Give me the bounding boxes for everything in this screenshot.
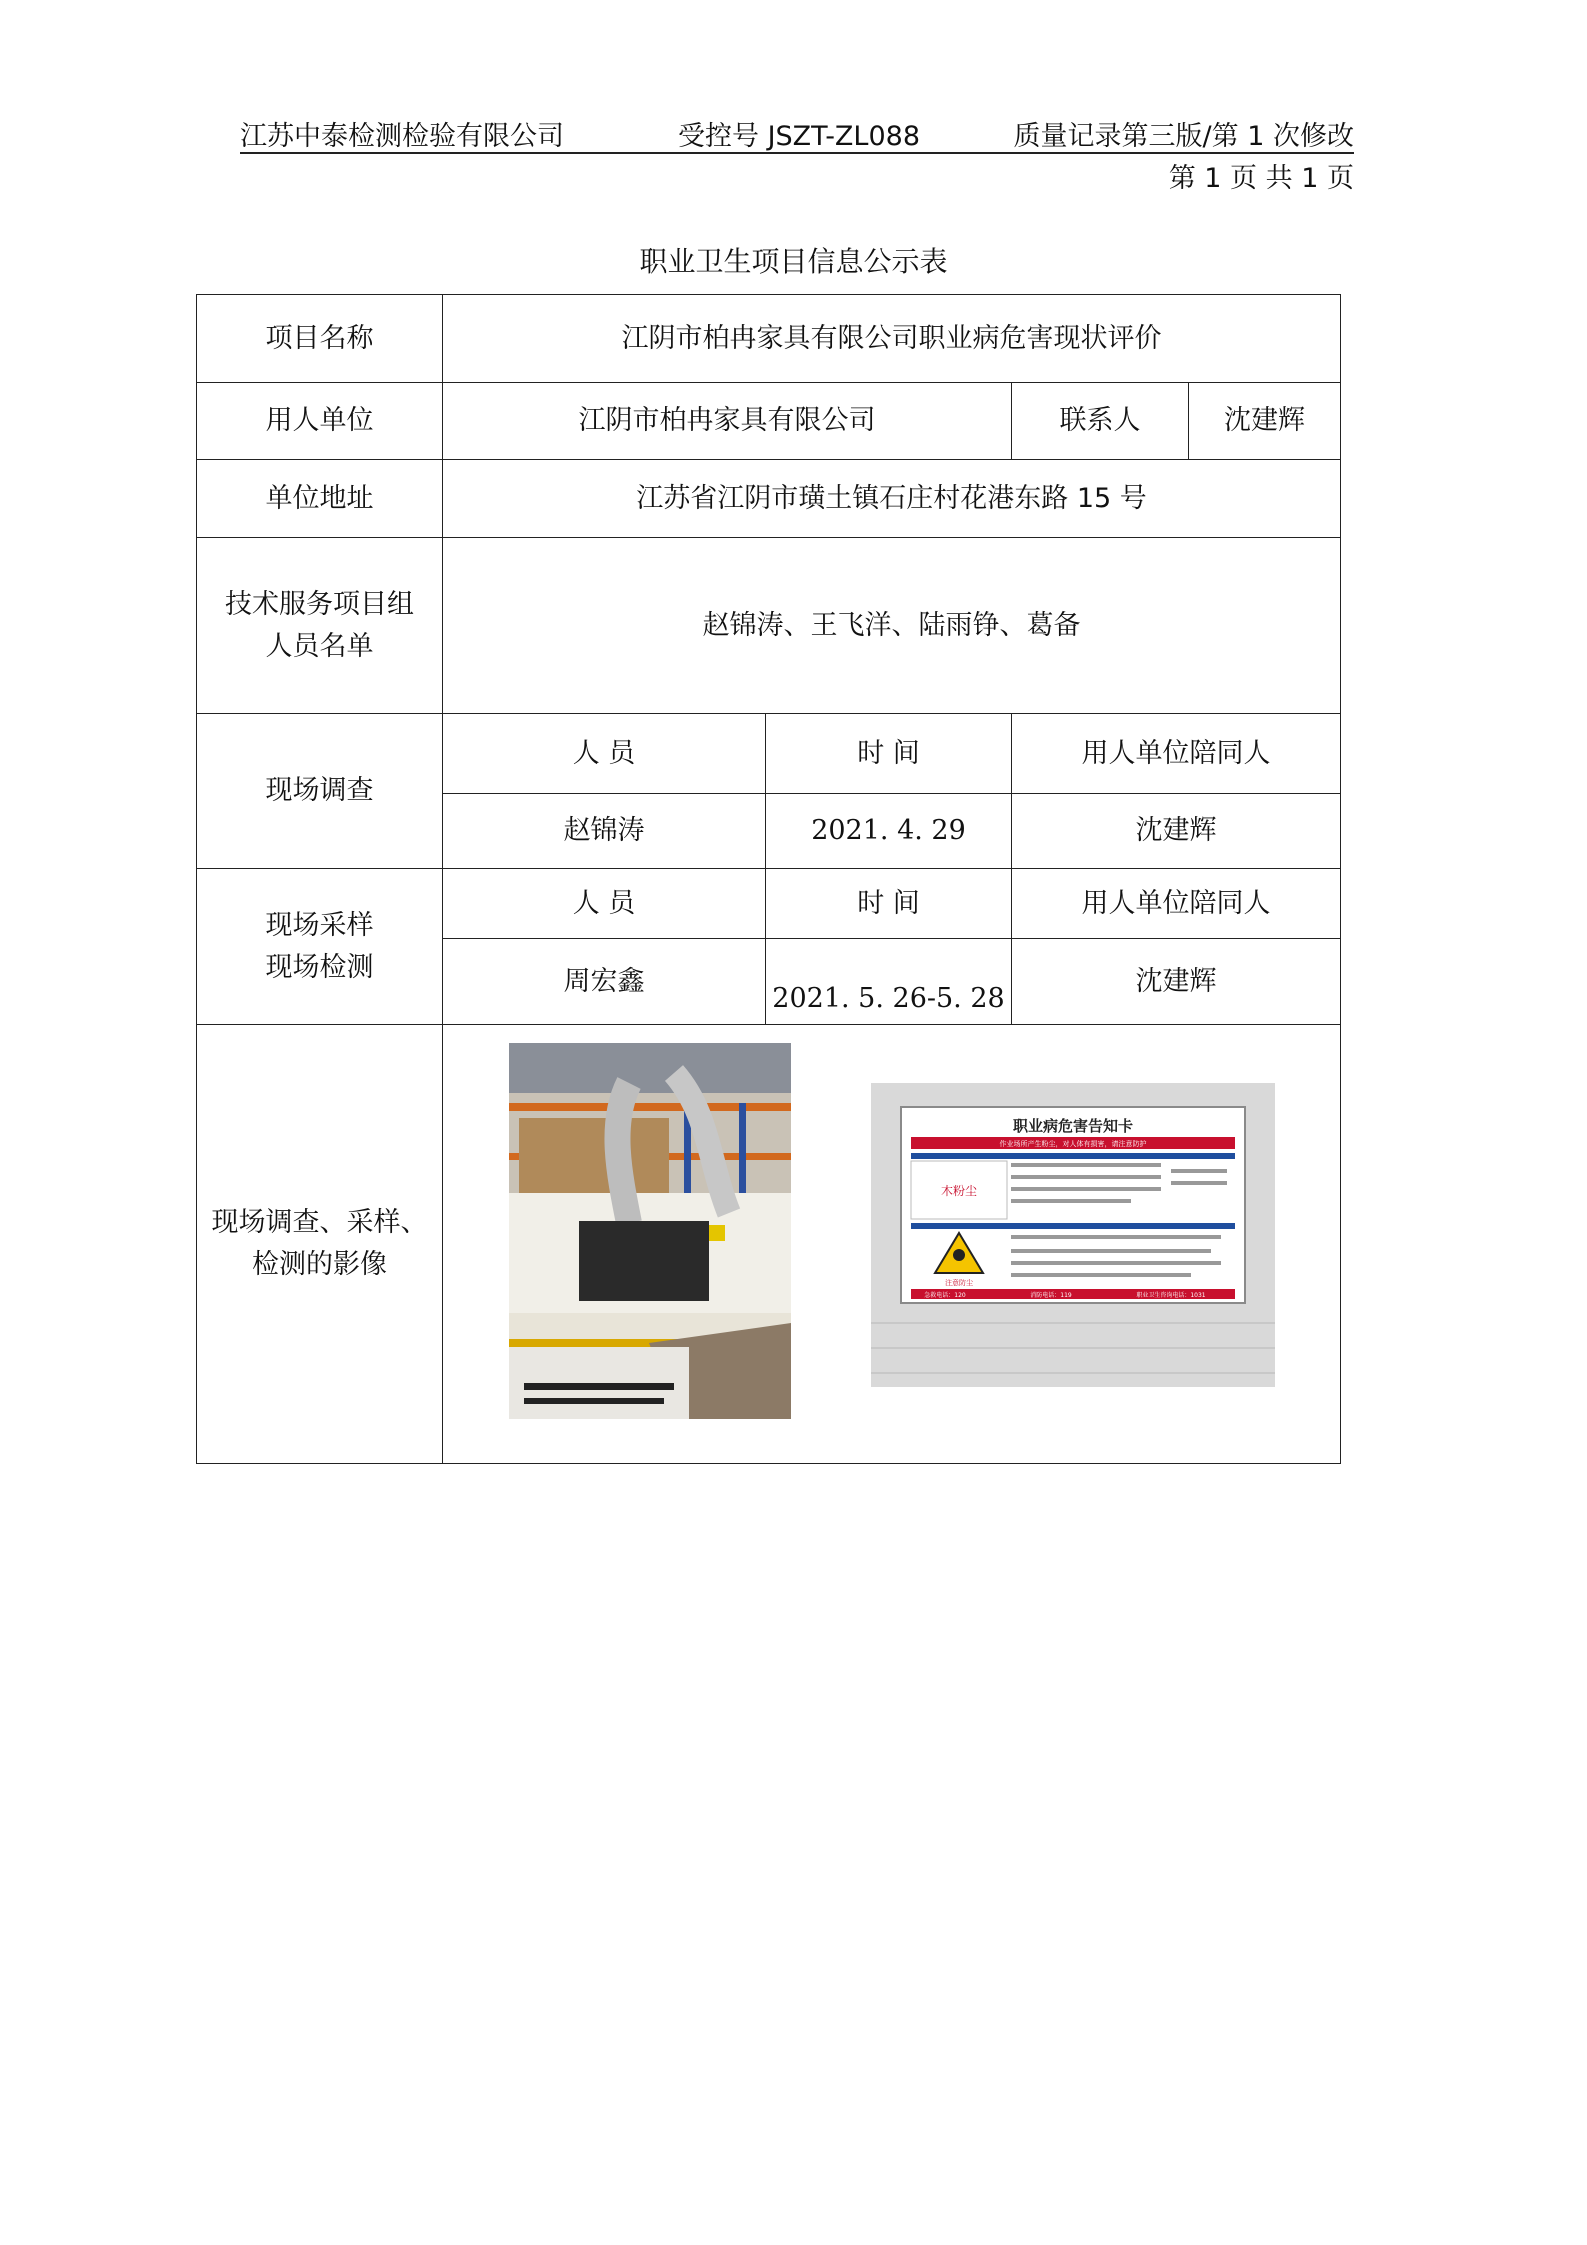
header-quality-record: 质量记录第三版/第 1 次修改: [1013, 121, 1354, 152]
page-number: 第 1 页 共 1 页: [1168, 163, 1354, 194]
team-label: [197, 538, 443, 714]
hazard-card-warning: 注意防尘: [945, 1279, 973, 1287]
sampling-time: 2021. 5. 26-5. 28: [766, 939, 1012, 1025]
document-title: 职业卫生项目信息公示表: [639, 245, 948, 278]
sampling-col-time: 时 间: [766, 869, 1012, 939]
header-control-number: 受控号 JSZT-ZL088: [678, 121, 921, 152]
sampling-companion: 沈建辉: [1012, 939, 1341, 1025]
project-name-label: 项目名称: [197, 295, 443, 383]
header-company: 江苏中泰检测检验有限公司: [240, 121, 564, 152]
project-name-value: 江阴市柏冉家具有限公司职业病危害现状评价: [443, 295, 1341, 383]
sampling-label-line-2: 现场检测: [265, 951, 374, 983]
row-survey-header: [197, 714, 1341, 794]
sampling-label: [197, 869, 443, 1025]
survey-label: 现场调查: [197, 714, 443, 869]
survey-person: 赵锦涛: [443, 794, 766, 869]
team-label-line-1: 技术服务项目组: [225, 588, 414, 620]
hazard-card-image: [871, 1083, 1275, 1387]
survey-companion: 沈建辉: [1012, 794, 1341, 869]
images-cell: [443, 1025, 1341, 1464]
hazard-card-title: 职业病危害告知卡: [1012, 1117, 1134, 1135]
images-label-line-1: 现场调查、采样、: [211, 1207, 428, 1238]
page-header: [240, 108, 1354, 154]
hazard-card-footer-2: 消防电话：119: [1030, 1292, 1072, 1299]
site-photo-hazard-card: [871, 1083, 1275, 1387]
row-employer: [197, 383, 1341, 460]
site-photo-machine-image: [509, 1043, 791, 1419]
row-sampling-header: [197, 869, 1341, 939]
team-label-line-2: 人员名单: [265, 630, 374, 662]
sampling-col-companion: 用人单位陪同人: [1012, 869, 1341, 939]
sampling-label-line-1: 现场采样: [265, 909, 374, 941]
images-label-line-2: 检测的影像: [252, 1249, 387, 1280]
hazard-card-hazard: 木粉尘: [940, 1184, 978, 1198]
team-value: 赵锦涛、王飞洋、陆雨铮、葛备: [443, 538, 1341, 714]
hazard-card-footer-1: 急救电话：120: [924, 1292, 966, 1299]
images-label: [197, 1025, 443, 1464]
address-label: 单位地址: [197, 460, 443, 538]
sampling-person: 周宏鑫: [443, 939, 766, 1025]
info-table: [196, 294, 1341, 1464]
contact-label: 联系人: [1012, 383, 1189, 460]
site-photo-machine: [509, 1043, 791, 1419]
employer-label: 用人单位: [197, 383, 443, 460]
row-images: [197, 1025, 1341, 1464]
employer-value: 江阴市柏冉家具有限公司: [443, 383, 1012, 460]
row-project-name: [197, 295, 1341, 383]
sampling-col-person: 人 员: [443, 869, 766, 939]
address-value: 江苏省江阴市璜土镇石庄村花港东路 15 号: [443, 460, 1341, 538]
row-team: [197, 538, 1341, 714]
photos-area: [443, 1025, 1340, 1463]
hazard-card-footer-3: 职业卫生咨询电话：1031: [1136, 1292, 1206, 1299]
survey-time: 2021. 4. 29: [766, 794, 1012, 869]
survey-col-companion: 用人单位陪同人: [1012, 714, 1341, 794]
contact-value: 沈建辉: [1189, 383, 1341, 460]
survey-col-person: 人 员: [443, 714, 766, 794]
hazard-card-subtitle: 作业场所产生粉尘，对人体有损害，请注意防护: [999, 1140, 1147, 1148]
row-address: [197, 460, 1341, 538]
survey-col-time: 时 间: [766, 714, 1012, 794]
